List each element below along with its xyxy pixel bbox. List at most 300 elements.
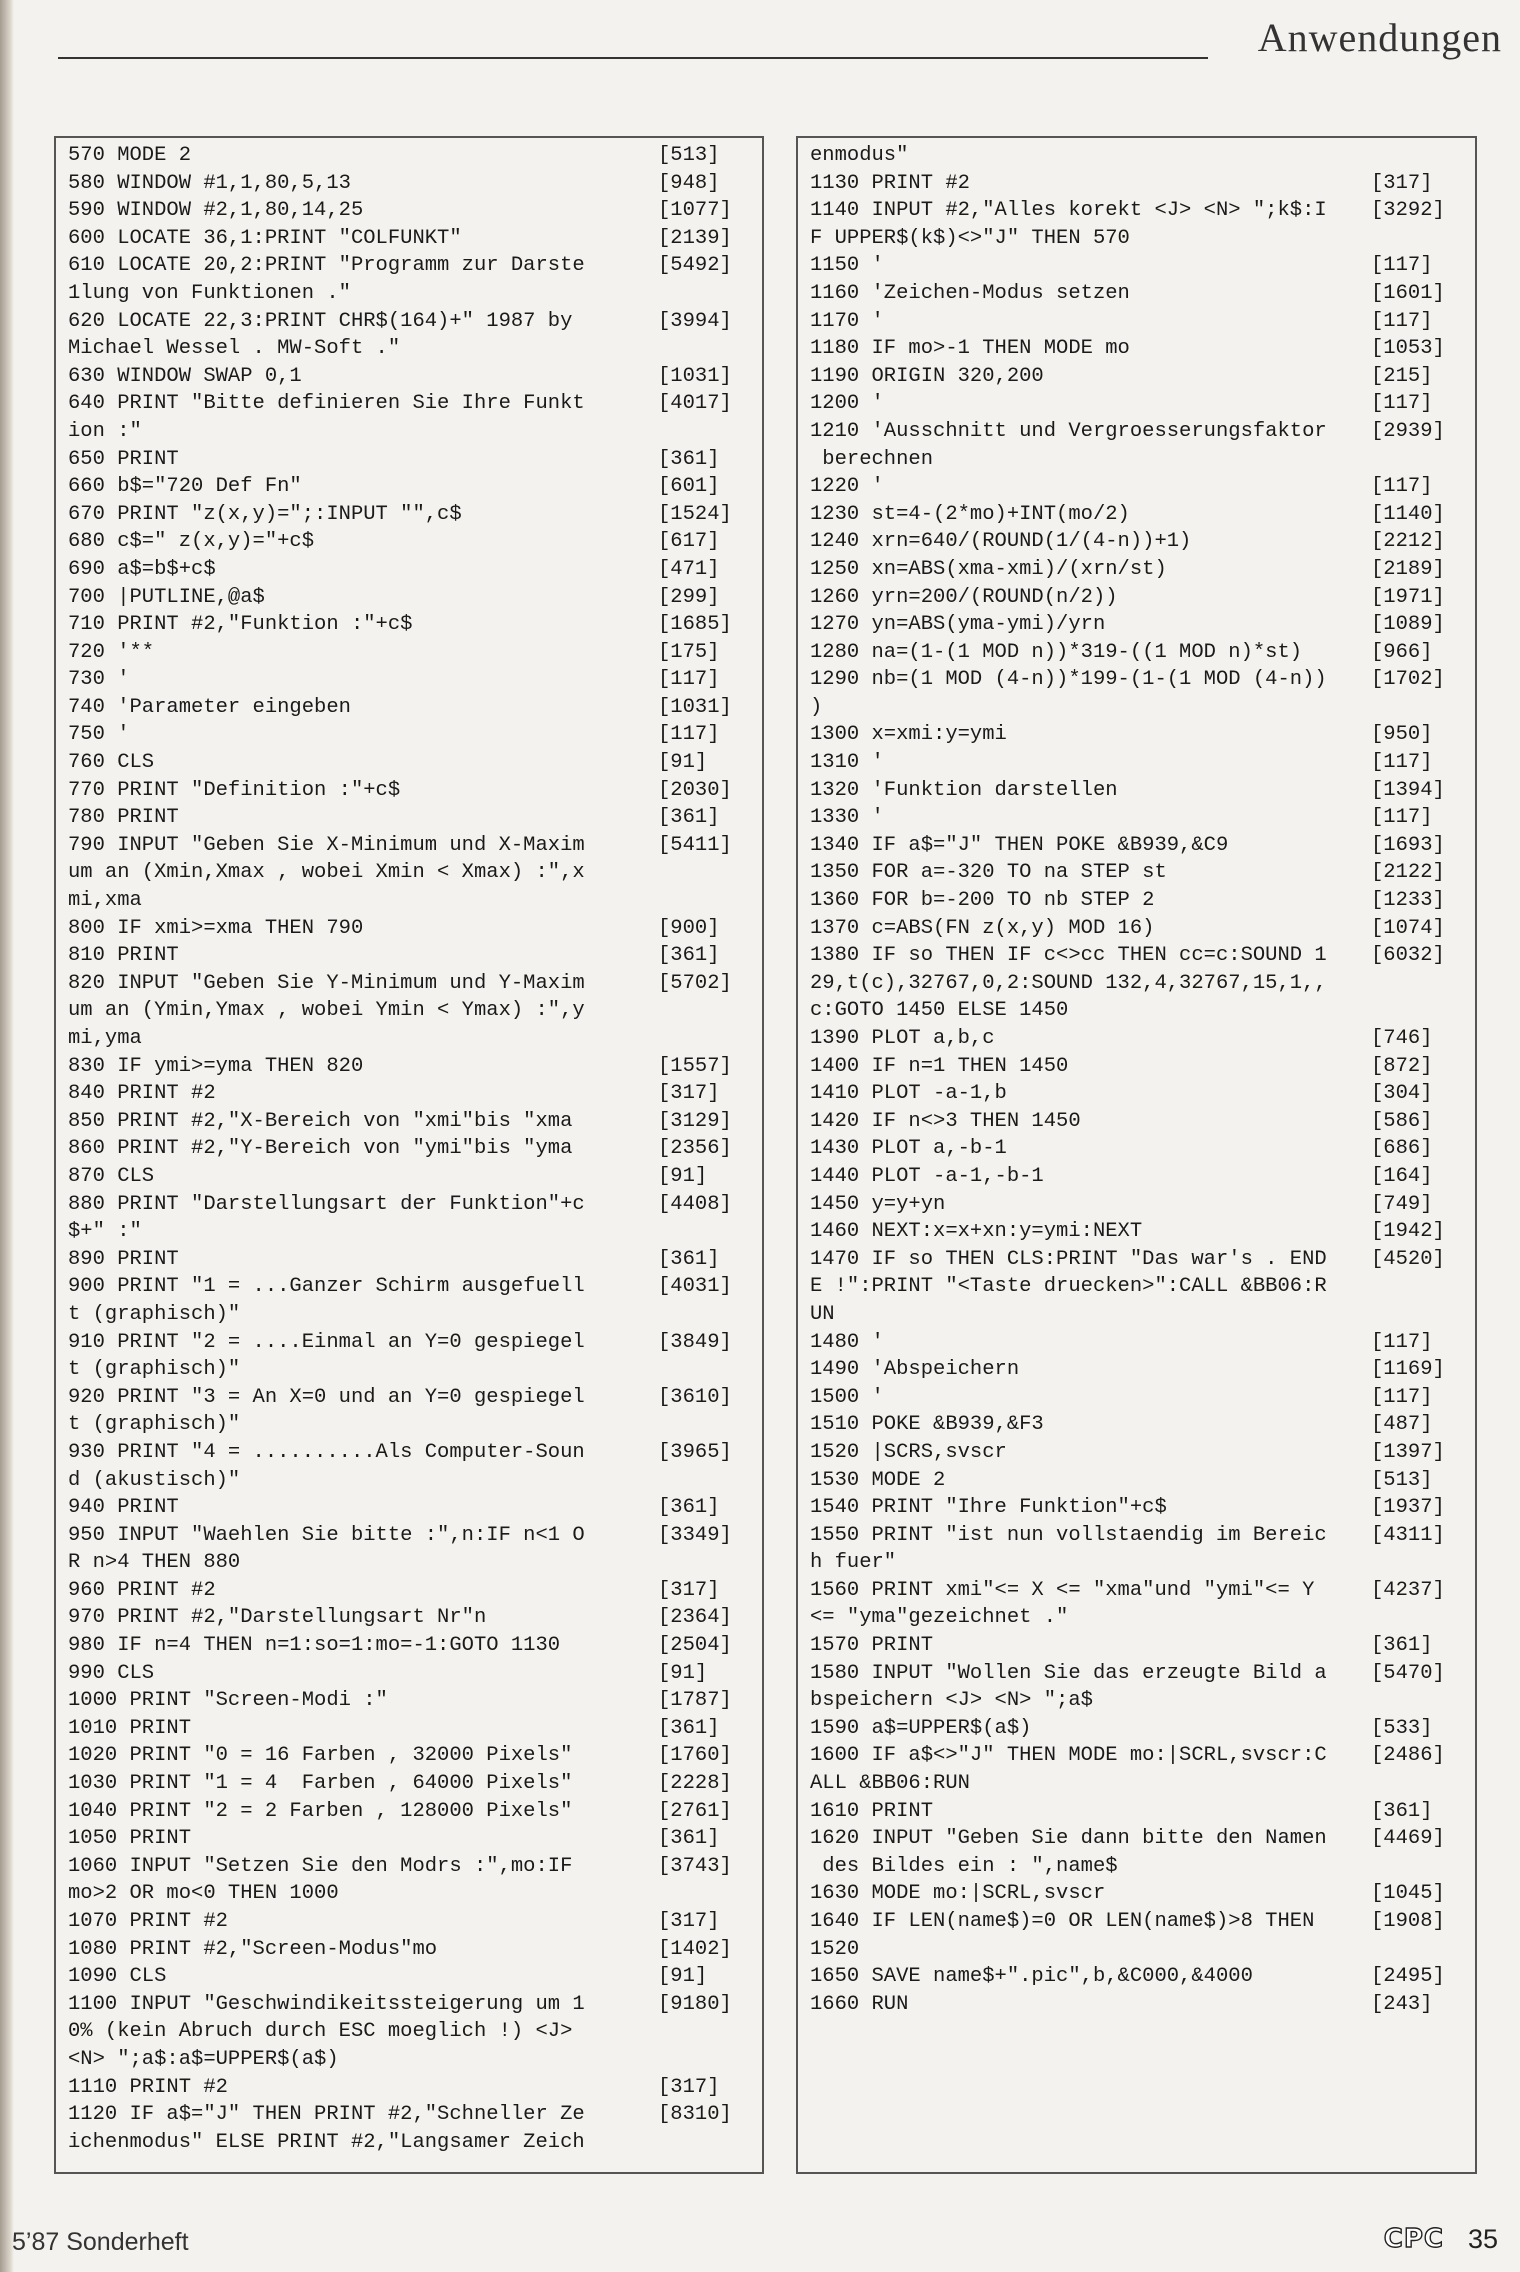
code-line bbox=[68, 1577, 754, 1605]
code-text: 700 |PUTLINE,@a$ bbox=[68, 585, 265, 609]
code-line bbox=[68, 666, 754, 694]
checksum: [175] bbox=[658, 640, 720, 664]
code-text: 1100 INPUT "Geschwindikeitssteigerung um 1 bbox=[68, 1992, 585, 2016]
code-line bbox=[810, 1467, 1467, 1495]
checksum: [361] bbox=[658, 1247, 720, 1271]
checksum: [5411] bbox=[658, 833, 732, 857]
code-line bbox=[810, 1715, 1467, 1743]
code-text: t (graphisch)" bbox=[68, 1413, 241, 1437]
code-text: mi,yma bbox=[68, 1027, 142, 1050]
code-line bbox=[68, 170, 754, 198]
code-line bbox=[68, 1742, 754, 1770]
code-line bbox=[810, 390, 1467, 418]
checksum: [3743] bbox=[658, 1854, 732, 1878]
issue-label: 5’87 Sonderheft bbox=[12, 2228, 189, 2256]
code-line bbox=[810, 556, 1467, 584]
code-text: 0% (kein Abruch durch ESC moeglich !) <J> bbox=[68, 2020, 573, 2044]
code-text: 810 PRINT bbox=[68, 944, 179, 968]
code-line bbox=[810, 1549, 1467, 1577]
code-line bbox=[810, 528, 1467, 556]
code-text: 1640 IF LEN(name$)=0 OR LEN(name$)>8 THEN bbox=[810, 1910, 1315, 1933]
code-line bbox=[810, 1825, 1467, 1853]
code-line bbox=[810, 1936, 1467, 1964]
checksum: [5492] bbox=[658, 254, 732, 278]
code-text: 1080 PRINT #2,"Screen-Modus"mo bbox=[68, 1937, 438, 1961]
checksum: [1169] bbox=[1371, 1358, 1445, 1382]
code-text: ALL &BB06:RUN bbox=[810, 1772, 970, 1796]
checksum bbox=[658, 1301, 754, 1329]
checksum: [117] bbox=[658, 723, 720, 747]
checksum: [471] bbox=[658, 557, 720, 581]
code-line bbox=[810, 446, 1467, 474]
page-spine-shadow bbox=[0, 0, 14, 2272]
code-text: 29,t(c),32767,0,2:SOUND 132,4,32767,15,1,, bbox=[810, 971, 1327, 995]
code-text: des Bildes ein : ",name$ bbox=[810, 1854, 1118, 1878]
code-text: ion :" bbox=[68, 419, 142, 443]
code-line bbox=[68, 363, 754, 391]
checksum: [4017] bbox=[658, 392, 732, 416]
code-text: mo>2 OR mo<0 THEN 1000 bbox=[68, 1882, 339, 1906]
checksum bbox=[658, 1218, 754, 1246]
code-text: 1250 xn=ABS(xma-xmi)/(xrn/st) bbox=[810, 557, 1167, 581]
checksum: [686] bbox=[1371, 1137, 1433, 1161]
checksum: [5702] bbox=[658, 971, 732, 995]
code-line bbox=[810, 1687, 1467, 1715]
code-text: 1520 bbox=[810, 1937, 860, 1961]
code-line bbox=[68, 1191, 754, 1219]
code-text: 1480 ' bbox=[810, 1330, 884, 1354]
code-text: 1110 PRINT #2 bbox=[68, 2075, 228, 2099]
code-line bbox=[68, 1384, 754, 1412]
checksum: [533] bbox=[1371, 1716, 1433, 1740]
code-text: 980 IF n=4 THEN n=1:so=1:mo=-1:GOTO 1130 bbox=[68, 1634, 561, 1658]
code-text: 660 b$="720 Def Fn" bbox=[68, 475, 302, 499]
code-text: 730 ' bbox=[68, 668, 130, 692]
code-text: 1240 xrn=640/(ROUND(1/(4-n))+1) bbox=[810, 530, 1192, 554]
checksum: [1971] bbox=[1371, 585, 1445, 609]
checksum: [215] bbox=[1371, 364, 1433, 388]
code-line bbox=[68, 1770, 754, 1798]
code-text: 860 PRINT #2,"Y-Bereich von "ymi"bis "yma bbox=[68, 1137, 573, 1161]
code-line bbox=[68, 1053, 754, 1081]
checksum: [317] bbox=[1371, 171, 1433, 195]
checksum: [1942] bbox=[1371, 1220, 1445, 1244]
code-text: 1620 INPUT "Geben Sie dann bitte den Namen bbox=[810, 1827, 1327, 1851]
checksum: [361] bbox=[658, 447, 720, 471]
code-text: 760 CLS bbox=[68, 751, 155, 775]
code-line bbox=[810, 1742, 1467, 1770]
code-text: 1120 IF a$="J" THEN PRINT #2,"Schneller Ze bbox=[68, 2103, 585, 2127]
code-line bbox=[68, 942, 754, 970]
code-line bbox=[810, 749, 1467, 777]
code-line bbox=[68, 446, 754, 474]
code-line bbox=[68, 1798, 754, 1826]
code-text: UN bbox=[810, 1302, 835, 1326]
code-line bbox=[810, 942, 1467, 970]
code-text: 1340 IF a$="J" THEN POKE &B939,&C9 bbox=[810, 833, 1229, 857]
code-line bbox=[810, 639, 1467, 667]
checksum: [4237] bbox=[1371, 1578, 1445, 1602]
code-line bbox=[810, 1080, 1467, 1108]
code-lines-right bbox=[810, 142, 1467, 2018]
code-text: 1610 PRINT bbox=[810, 1799, 934, 1823]
checksum: [243] bbox=[1371, 1992, 1433, 2016]
checksum: [1031] bbox=[658, 695, 732, 719]
code-line bbox=[68, 1604, 754, 1632]
code-text: 750 ' bbox=[68, 723, 130, 747]
checksum: [4311] bbox=[1371, 1523, 1445, 1547]
code-text: 620 LOCATE 22,3:PRINT CHR$(164)+" 1987 by bbox=[68, 309, 573, 333]
code-line bbox=[810, 1494, 1467, 1522]
code-text: F UPPER$(k$)<>"J" THEN 570 bbox=[810, 226, 1130, 250]
code-text: 1180 IF mo>-1 THEN MODE mo bbox=[810, 337, 1130, 361]
code-text: 1190 ORIGIN 320,200 bbox=[810, 364, 1044, 388]
checksum: [361] bbox=[658, 806, 720, 830]
checksum bbox=[1371, 1273, 1467, 1301]
code-line bbox=[68, 308, 754, 336]
checksum: [1557] bbox=[658, 1054, 732, 1078]
code-line bbox=[68, 694, 754, 722]
code-text: 1650 SAVE name$+".pic",b,&C000,&4000 bbox=[810, 1965, 1253, 1989]
code-text: 1140 INPUT #2,"Alles korekt <J> <N> ";k$:I bbox=[810, 199, 1327, 223]
checksum: [361] bbox=[658, 1827, 720, 1851]
checksum: [2122] bbox=[1371, 861, 1445, 885]
checksum: [950] bbox=[1371, 723, 1433, 747]
code-text: 680 c$=" z(x,y)="+c$ bbox=[68, 530, 315, 554]
code-line bbox=[810, 1135, 1467, 1163]
code-text: 1600 IF a$<>"J" THEN MODE mo:|SCRL,svscr:C bbox=[810, 1744, 1327, 1768]
checksum: [948] bbox=[658, 171, 720, 195]
checksum: [749] bbox=[1371, 1192, 1433, 1216]
code-line bbox=[68, 1963, 754, 1991]
code-line bbox=[810, 1632, 1467, 1660]
code-line bbox=[810, 997, 1467, 1025]
code-text: 740 'Parameter eingeben bbox=[68, 695, 351, 719]
code-text: 1520 |SCRS,svscr bbox=[810, 1440, 1007, 1464]
checksum bbox=[658, 859, 754, 887]
checksum bbox=[1371, 997, 1467, 1025]
code-line bbox=[68, 1329, 754, 1357]
checksum bbox=[1371, 1604, 1467, 1632]
code-text: um an (Xmin,Xmax , wobei Xmin < Xmax) :",x bbox=[68, 861, 585, 885]
code-line bbox=[810, 335, 1467, 363]
code-text: 1590 a$=UPPER$(a$) bbox=[810, 1716, 1032, 1740]
checksum: [117] bbox=[1371, 1330, 1433, 1354]
code-line bbox=[810, 970, 1467, 998]
checksum: [361] bbox=[1371, 1634, 1433, 1658]
checksum: [1601] bbox=[1371, 281, 1445, 305]
code-line bbox=[810, 859, 1467, 887]
checksum: [1937] bbox=[1371, 1496, 1445, 1520]
code-text: 1510 POKE &B939,&F3 bbox=[810, 1413, 1044, 1437]
code-line bbox=[810, 721, 1467, 749]
code-text: 950 INPUT "Waehlen Sie bitte :",n:IF n<1 O bbox=[68, 1523, 585, 1547]
code-line bbox=[68, 1273, 754, 1301]
code-text: 720 '** bbox=[68, 640, 155, 664]
checksum: [117] bbox=[1371, 1385, 1433, 1409]
checksum: [966] bbox=[1371, 640, 1433, 664]
checksum: [317] bbox=[658, 2075, 720, 2099]
code-text: 1410 PLOT -a-1,b bbox=[810, 1082, 1007, 1106]
code-text: 630 WINDOW SWAP 0,1 bbox=[68, 364, 302, 388]
code-text: 820 INPUT "Geben Sie Y-Minimum und Y-Maxim bbox=[68, 971, 585, 995]
checksum: [91] bbox=[658, 1661, 708, 1685]
code-text: 1330 ' bbox=[810, 806, 884, 830]
checksum bbox=[1371, 970, 1467, 998]
checksum: [2495] bbox=[1371, 1965, 1445, 1989]
code-line bbox=[810, 363, 1467, 391]
code-line bbox=[810, 1218, 1467, 1246]
code-line bbox=[68, 1687, 754, 1715]
code-text: 1210 'Ausschnitt und Vergroesserungsfaktor bbox=[810, 419, 1327, 443]
code-text: ichenmodus" ELSE PRINT #2,"Langsamer Zeich bbox=[68, 2130, 585, 2154]
checksum: [487] bbox=[1371, 1413, 1433, 1437]
checksum: [361] bbox=[658, 944, 720, 968]
code-line bbox=[68, 1825, 754, 1853]
code-line bbox=[68, 1301, 754, 1329]
code-text: 990 CLS bbox=[68, 1661, 155, 1685]
code-text: 600 LOCATE 36,1:PRINT "COLFUNKT" bbox=[68, 226, 462, 250]
checksum: [117] bbox=[658, 668, 720, 692]
code-line bbox=[68, 1549, 754, 1577]
code-line bbox=[68, 1908, 754, 1936]
checksum: [117] bbox=[1371, 806, 1433, 830]
code-text: bspeichern <J> <N> ";a$ bbox=[810, 1689, 1093, 1713]
code-line bbox=[810, 804, 1467, 832]
checksum bbox=[1371, 446, 1467, 474]
code-text: 1440 PLOT -a-1,-b-1 bbox=[810, 1164, 1044, 1188]
checksum bbox=[1371, 1687, 1467, 1715]
code-text: 770 PRINT "Definition :"+c$ bbox=[68, 778, 401, 802]
code-line bbox=[810, 1963, 1467, 1991]
checksum: [2356] bbox=[658, 1137, 732, 1161]
code-line bbox=[68, 1936, 754, 1964]
code-text: d (akustisch)" bbox=[68, 1468, 241, 1492]
checksum bbox=[1371, 1301, 1467, 1329]
checksum: [1233] bbox=[1371, 889, 1445, 913]
code-text: 1270 yn=ABS(yma-ymi)/yrn bbox=[810, 613, 1106, 637]
code-text: 1580 INPUT "Wollen Sie das erzeugte Bild a bbox=[810, 1661, 1327, 1685]
code-text: 790 INPUT "Geben Sie X-Minimum und X-Maxim bbox=[68, 833, 585, 857]
checksum: [3994] bbox=[658, 309, 732, 333]
code-line bbox=[68, 832, 754, 860]
checksum bbox=[658, 280, 754, 308]
code-text: 1000 PRINT "Screen-Modi :" bbox=[68, 1689, 388, 1713]
code-line bbox=[810, 252, 1467, 280]
checksum: [2761] bbox=[658, 1799, 732, 1823]
page-number: 35 bbox=[1467, 2224, 1498, 2254]
code-text: t (graphisch)" bbox=[68, 1358, 241, 1382]
code-text: 880 PRINT "Darstellungsart der Funktion"+c bbox=[68, 1192, 585, 1216]
checksum bbox=[1371, 1936, 1467, 1964]
code-text: 1490 'Abspeichern bbox=[810, 1358, 1020, 1382]
code-line bbox=[68, 2129, 754, 2157]
checksum: [4520] bbox=[1371, 1247, 1445, 1271]
code-text: 1310 ' bbox=[810, 751, 884, 775]
checksum: [3610] bbox=[658, 1385, 732, 1409]
code-line bbox=[68, 1467, 754, 1495]
checksum: [2189] bbox=[1371, 557, 1445, 581]
code-line bbox=[68, 749, 754, 777]
code-text: 890 PRINT bbox=[68, 1247, 179, 1271]
code-line bbox=[68, 556, 754, 584]
code-text: 1460 NEXT:x=x+xn:y=ymi:NEXT bbox=[810, 1220, 1143, 1244]
checksum: [2504] bbox=[658, 1634, 732, 1658]
code-text: 780 PRINT bbox=[68, 806, 179, 830]
code-text: enmodus" bbox=[810, 144, 909, 167]
code-text: 1020 PRINT "0 = 16 Farben , 32000 Pixels" bbox=[68, 1744, 573, 1768]
code-text: 1130 PRINT #2 bbox=[810, 171, 970, 195]
checksum: [1685] bbox=[658, 613, 732, 637]
magazine-logo: CPC bbox=[1383, 2224, 1444, 2254]
checksum: [361] bbox=[1371, 1799, 1433, 1823]
code-text: 1260 yrn=200/(ROUND(n/2)) bbox=[810, 585, 1118, 609]
checksum: [117] bbox=[1371, 309, 1433, 333]
code-line bbox=[68, 1991, 754, 2019]
code-line bbox=[810, 611, 1467, 639]
code-text: 590 WINDOW #2,1,80,14,25 bbox=[68, 199, 364, 223]
code-line bbox=[68, 1853, 754, 1881]
checksum: [2139] bbox=[658, 226, 732, 250]
checksum: [117] bbox=[1371, 475, 1433, 499]
code-line bbox=[68, 1522, 754, 1550]
checksum: [617] bbox=[658, 530, 720, 554]
code-line bbox=[810, 1191, 1467, 1219]
code-line bbox=[810, 1411, 1467, 1439]
code-text: h fuer" bbox=[810, 1551, 897, 1575]
code-line bbox=[68, 225, 754, 253]
code-line bbox=[810, 280, 1467, 308]
code-line bbox=[810, 501, 1467, 529]
checksum bbox=[658, 2129, 754, 2157]
code-text: 670 PRINT "z(x,y)=";:INPUT "",c$ bbox=[68, 502, 462, 526]
code-text: 580 WINDOW #1,1,80,5,13 bbox=[68, 171, 351, 195]
code-text: 920 PRINT "3 = An X=0 und an Y=0 gespiegel bbox=[68, 1385, 585, 1409]
code-line bbox=[810, 1246, 1467, 1274]
checksum: [91] bbox=[658, 751, 708, 775]
code-text: 1380 IF so THEN IF c<>cc THEN cc=c:SOUND 1 bbox=[810, 944, 1327, 968]
code-line bbox=[68, 1411, 754, 1439]
checksum bbox=[1371, 1853, 1467, 1881]
code-text: 1370 c=ABS(FN z(x,y) MOD 16) bbox=[810, 916, 1155, 940]
code-text: <= "yma"gezeichnet ." bbox=[810, 1606, 1069, 1630]
code-text: 1360 FOR b=-200 TO nb STEP 2 bbox=[810, 889, 1155, 913]
code-text: R n>4 THEN 880 bbox=[68, 1551, 241, 1575]
code-text: 1470 IF so THEN CLS:PRINT "Das war's . END bbox=[810, 1247, 1327, 1271]
code-text: 900 PRINT "1 = ...Ganzer Schirm ausgefuell bbox=[68, 1275, 585, 1299]
code-line bbox=[810, 1577, 1467, 1605]
code-text: 1220 ' bbox=[810, 475, 884, 499]
code-line bbox=[68, 887, 754, 915]
code-text: 970 PRINT #2,"Darstellungsart Nr"n bbox=[68, 1606, 487, 1630]
code-text: 1430 PLOT a,-b-1 bbox=[810, 1137, 1007, 1161]
code-line bbox=[68, 197, 754, 225]
code-text: 1320 'Funktion darstellen bbox=[810, 778, 1118, 802]
checksum: [91] bbox=[658, 1965, 708, 1989]
code-text: 1150 ' bbox=[810, 254, 884, 278]
code-line bbox=[810, 1356, 1467, 1384]
checksum bbox=[1371, 1549, 1467, 1577]
code-line bbox=[810, 1798, 1467, 1826]
code-line bbox=[810, 1853, 1467, 1881]
code-line bbox=[810, 1660, 1467, 1688]
code-text: 1230 st=4-(2*mo)+INT(mo/2) bbox=[810, 502, 1130, 526]
code-line bbox=[810, 1991, 1467, 2019]
code-line bbox=[68, 1356, 754, 1384]
code-text: 1630 MODE mo:|SCRL,svscr bbox=[810, 1882, 1106, 1906]
checksum: [3349] bbox=[658, 1523, 732, 1547]
checksum bbox=[658, 1025, 754, 1053]
code-line bbox=[68, 501, 754, 529]
code-line bbox=[810, 1439, 1467, 1467]
code-text: 930 PRINT "4 = ..........Als Computer-Soun bbox=[68, 1440, 585, 1464]
code-text: 1660 RUN bbox=[810, 1992, 909, 2016]
checksum: [746] bbox=[1371, 1027, 1433, 1050]
code-line bbox=[68, 2074, 754, 2102]
code-line bbox=[810, 1522, 1467, 1550]
checksum: [4031] bbox=[658, 1275, 732, 1299]
checksum: [3849] bbox=[658, 1330, 732, 1354]
code-text: 1160 'Zeichen-Modus setzen bbox=[810, 281, 1130, 305]
code-text: 710 PRINT #2,"Funktion :"+c$ bbox=[68, 613, 413, 637]
code-line bbox=[68, 1108, 754, 1136]
checksum: [317] bbox=[658, 1910, 720, 1933]
code-line bbox=[68, 1494, 754, 1522]
checksum bbox=[658, 335, 754, 363]
code-line bbox=[810, 225, 1467, 253]
checksum: [299] bbox=[658, 585, 720, 609]
checksum: [2486] bbox=[1371, 1744, 1445, 1768]
code-text: 960 PRINT #2 bbox=[68, 1578, 216, 1602]
code-text: t (graphisch)" bbox=[68, 1302, 241, 1326]
code-text: 1060 INPUT "Setzen Sie den Modrs :",mo:IF bbox=[68, 1854, 573, 1878]
code-line bbox=[68, 280, 754, 308]
checksum: [872] bbox=[1371, 1054, 1433, 1078]
checksum: [304] bbox=[1371, 1082, 1433, 1106]
code-line bbox=[68, 2101, 754, 2129]
code-line bbox=[68, 997, 754, 1025]
checksum: [8310] bbox=[658, 2103, 732, 2127]
code-line bbox=[68, 1632, 754, 1660]
checksum bbox=[658, 1880, 754, 1908]
code-line bbox=[810, 1770, 1467, 1798]
header-rule bbox=[58, 57, 1208, 59]
code-line bbox=[810, 1025, 1467, 1053]
code-line bbox=[810, 1273, 1467, 1301]
code-text: E !":PRINT "<Taste druecken>":CALL &BB06:R bbox=[810, 1275, 1327, 1299]
code-lines-left bbox=[68, 142, 754, 2156]
code-line bbox=[68, 970, 754, 998]
checksum bbox=[658, 418, 754, 446]
code-text: 830 IF ymi>=yma THEN 820 bbox=[68, 1054, 364, 1078]
checksum: [1394] bbox=[1371, 778, 1445, 802]
code-line bbox=[810, 777, 1467, 805]
code-line bbox=[810, 473, 1467, 501]
checksum: [361] bbox=[658, 1496, 720, 1520]
checksum: [1702] bbox=[1371, 668, 1445, 692]
checksum: [2939] bbox=[1371, 419, 1445, 443]
code-text: 1300 x=xmi:y=ymi bbox=[810, 723, 1007, 747]
listing-column-left bbox=[54, 136, 764, 2174]
code-text: 1530 MODE 2 bbox=[810, 1468, 946, 1492]
checksum bbox=[1371, 225, 1467, 253]
code-text: 1420 IF n<>3 THEN 1450 bbox=[810, 1109, 1081, 1133]
code-text: 1170 ' bbox=[810, 309, 884, 333]
checksum: [3965] bbox=[658, 1440, 732, 1464]
code-text: 800 IF xmi>=xma THEN 790 bbox=[68, 916, 364, 940]
code-line bbox=[68, 1135, 754, 1163]
checksum: [5470] bbox=[1371, 1661, 1445, 1685]
